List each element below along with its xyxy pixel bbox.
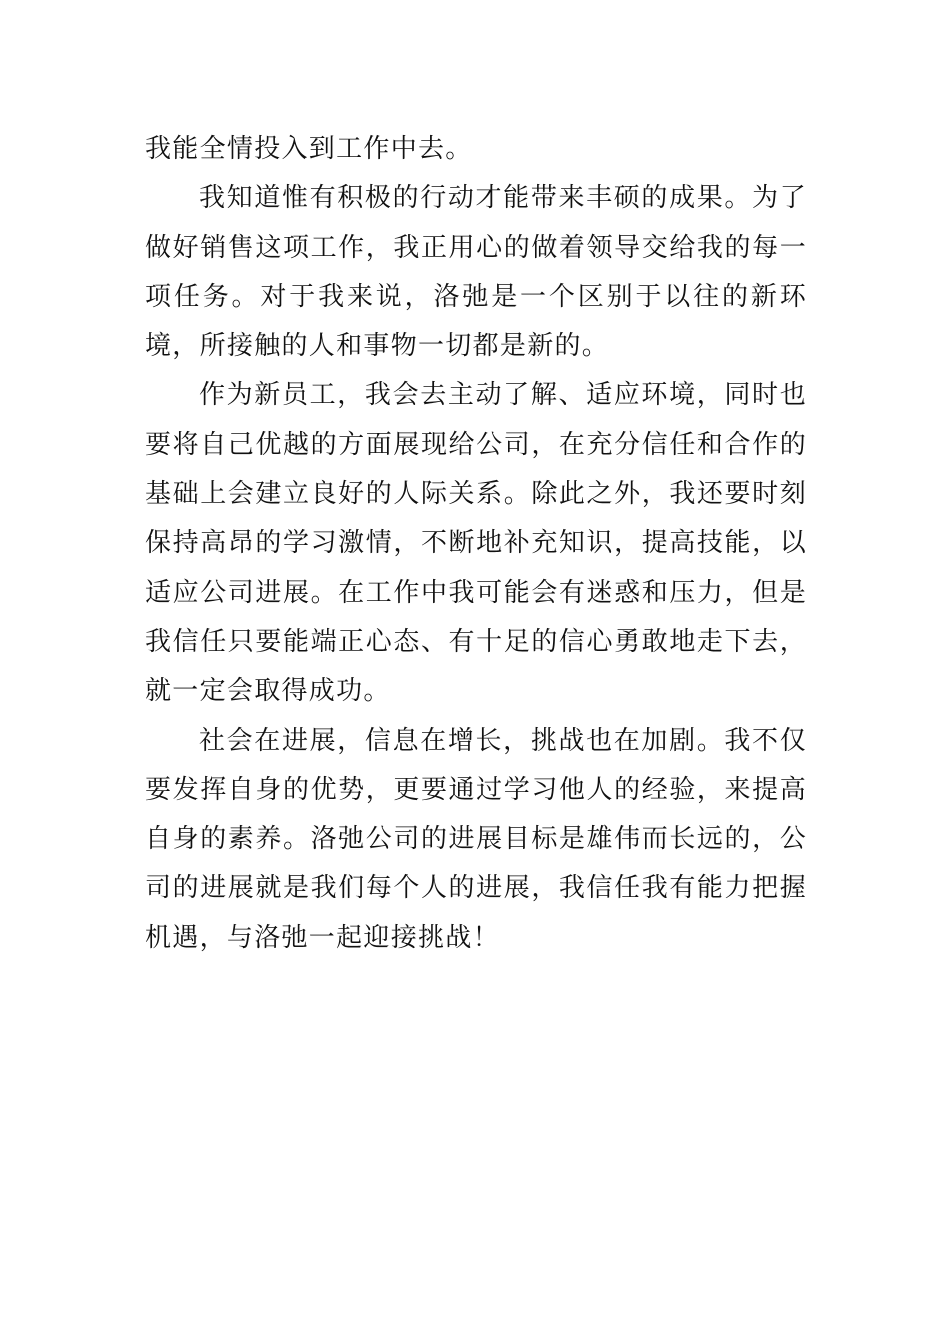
paragraph-1: 我能全情投入到工作中去。 bbox=[145, 134, 473, 164]
paragraph-3: 作为新员工，我会去主动了解、适应环境，同时也要将自己优越的方面展现给公司，在充分信任和合作的基础上会建立良好的人际关系。除此之外，我还要时刻保持高昂的学习激情，不断地补充知识，提高技能，以适应公司进展。在工作中我可能会有迷惑和压力，但是我信任只要能端正心态、有十足的信心勇敢地走下去，就一定会取得成功。 bbox=[145, 380, 807, 707]
paragraph-4: 社会在进展，信息在增长，挑战也在加剧。我不仅要发挥自身的优势，更要通过学习他人的经验，来提高自身的素养。洛弛公司的进展目标是雄伟而长远的，公司的进展就是我们每个人的进展，我信任我有能力把握机遇，与洛弛一起迎接挑战！ bbox=[145, 725, 807, 953]
paragraph-2: 我知道惟有积极的行动才能带来丰硕的成果。为了做好销售这项工作，我正用心的做着领导交给我的每一项任务。对于我来说，洛弛是一个区别于以往的新环境，所接触的人和事物一切都是新的。 bbox=[145, 183, 807, 362]
document-body bbox=[145, 125, 807, 963]
